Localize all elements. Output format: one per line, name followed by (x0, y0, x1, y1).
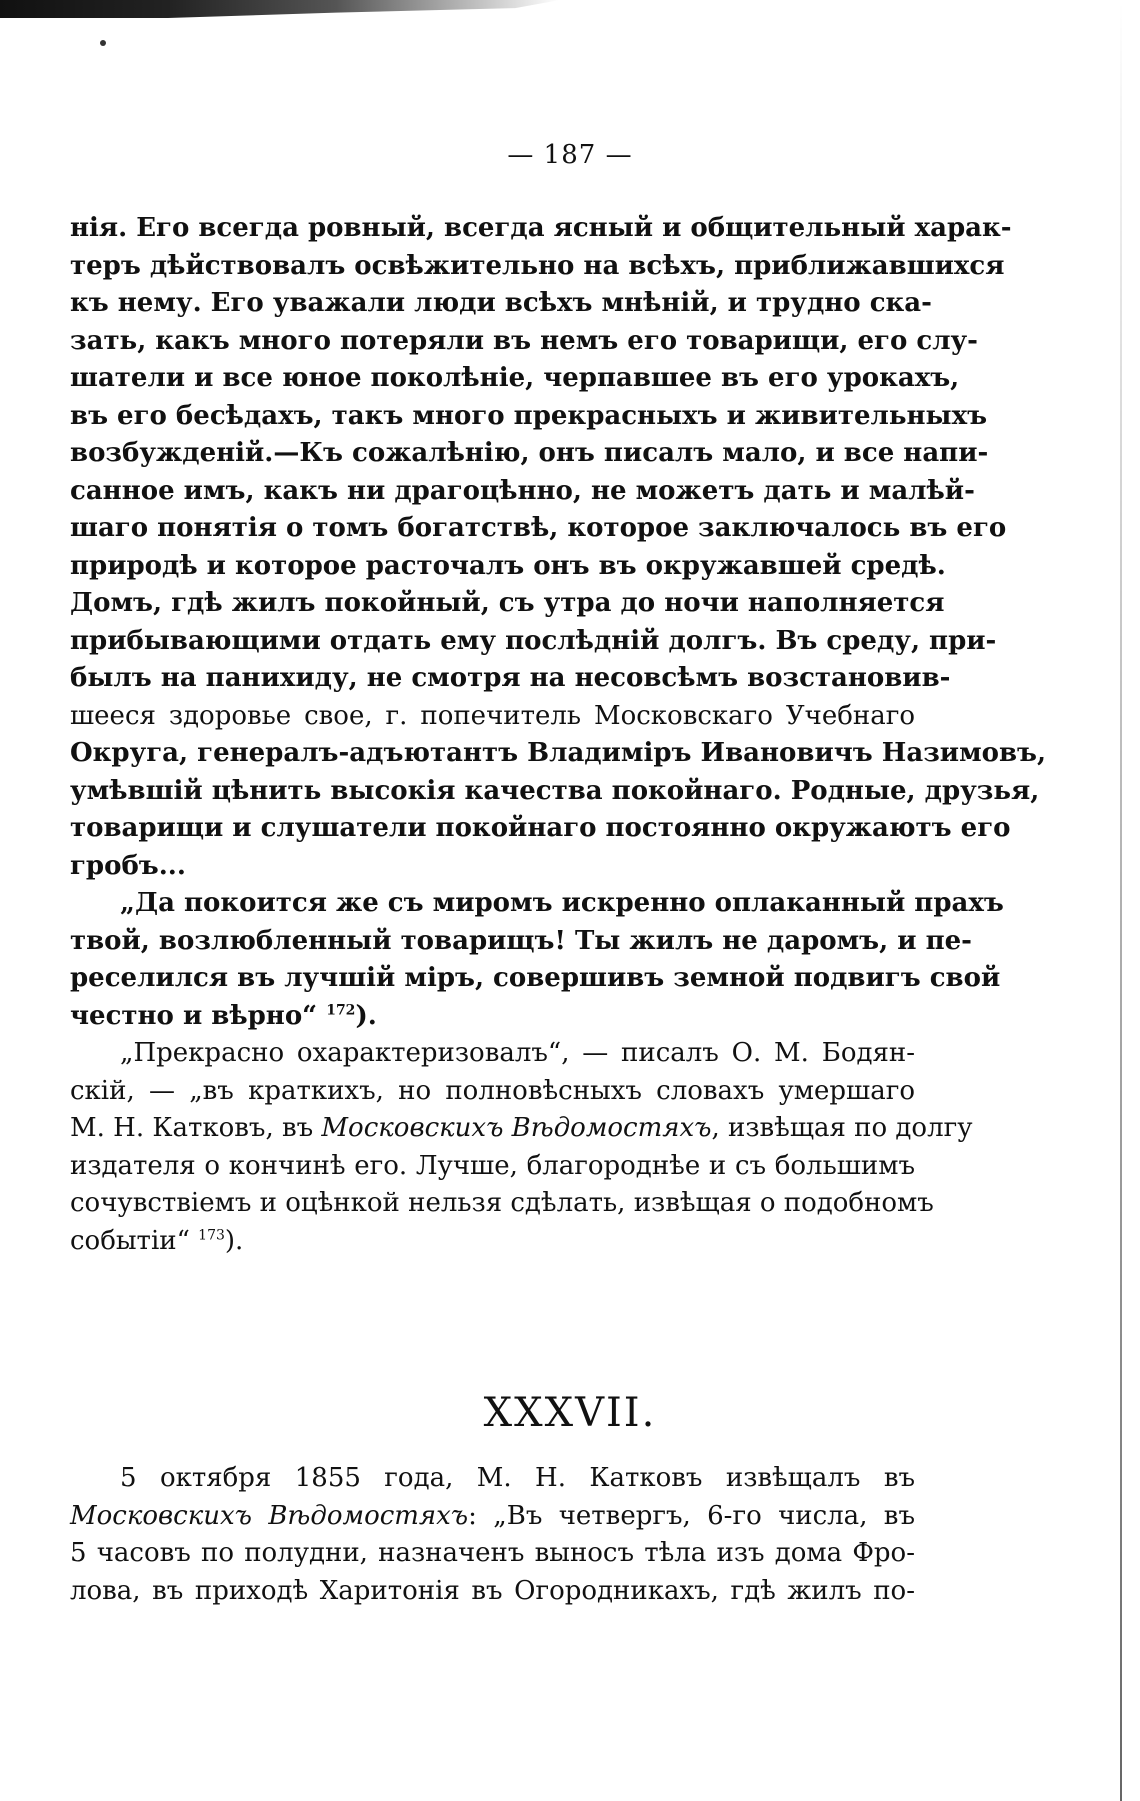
bodyansky-text: событіи“ (70, 1225, 190, 1256)
page-number: — 187 — (507, 140, 633, 170)
footnote-ref-172: 172 (326, 1001, 356, 1018)
bodyansky-close: ). (224, 1225, 244, 1256)
section-line-paper (70, 1498, 915, 1536)
section-heading: XXXVII. (483, 1390, 657, 1436)
text-line: къ нему. Его уважали люди всѣхъ мнѣній, и трудно ска- (70, 288, 932, 318)
quote-line: реселился въ лучшій міръ, совершивъ земной подвигъ свой (70, 963, 1001, 993)
bodyansky-line: издателя о кончинѣ его. Лучше, благороднѣе и съ большимъ (70, 1150, 915, 1181)
bodyansky-line: сочувствіемъ и оцѣнкой нельзя сдѣлать, извѣщая о подобномъ (70, 1188, 934, 1218)
section-tail: : „Въ четвергъ, 6-го числа, въ (468, 1500, 915, 1531)
text-line: былъ на панихиду, не смотря на несовсѣмъ возстановив- (70, 663, 951, 693)
bodyansky-line-end (70, 1223, 915, 1261)
bodyansky-line-paper (70, 1110, 973, 1148)
section-line: лова, въ приходѣ Харитонія въ Огородникахъ, гдѣ жилъ по- (70, 1575, 915, 1606)
text-line: теръ дѣйствовалъ освѣжительно на всѣхъ, приближавшихся (70, 250, 1005, 281)
quote-line: твой, возлюбленный товарищъ! Ты жилъ не даромъ, и пе- (70, 925, 972, 956)
bodyansky-line: скій, — „въ краткихъ, но полновѣсныхъ словахъ умершаго (70, 1075, 915, 1106)
quote-text: честно и вѣрно“ (70, 1000, 318, 1031)
main-text (70, 210, 1047, 1260)
bodyansky-tail: , извѣщая по долгу (711, 1113, 973, 1143)
newspaper-title: Московскихъ Вѣдомостяхъ (321, 1113, 712, 1143)
text-line: шатели и все юное поколѣніе, черпавшее въ его урокахъ, (70, 363, 960, 393)
text-line: природѣ и которое расточалъ онъ въ окружавшей средѣ. (70, 550, 946, 581)
text-line: гробъ... (70, 850, 186, 881)
scan-speck (100, 40, 106, 46)
quote-close: ). (355, 1000, 377, 1031)
text-line: умѣвшій цѣнить высокія качества покойнаго. Родные, друзья, (70, 775, 1040, 806)
text-line: нія. Его всегда ровный, всегда ясный и общительный харак- (70, 213, 1012, 243)
newspaper-title: Московскихъ Вѣдомостяхъ (70, 1500, 469, 1531)
section-line: 5 часовъ по полудни, назначенъ выносъ тѣла изъ дома Фро- (70, 1538, 915, 1568)
text-line: въ его бесѣдахъ, такъ много прекрасныхъ и живительныхъ (70, 400, 988, 431)
text-line: шаго понятія о томъ богатствѣ, которое заключалось въ его (70, 513, 1007, 543)
scan-artifact-right-edge (1120, 0, 1122, 1801)
text-line: шееся здоровье свое, г. попечитель Московскаго Учебнаго (70, 700, 915, 731)
text-line: Домъ, гдѣ жилъ покойный, съ утра до ночи наполняется (70, 588, 945, 618)
text-line: санное имъ, какъ ни драгоцѣнно, не можетъ дать и малѣй- (70, 475, 975, 506)
text-line: зать, какъ много потеряли въ немъ его товарищи, его слу- (70, 325, 978, 356)
text-line: Округа, генералъ-адъютантъ Владиміръ Ивановичъ Назимовъ, (70, 738, 1047, 768)
section-line: 5 октября 1855 года, М. Н. Катковъ извѣщалъ въ (120, 1463, 915, 1493)
footnote-ref-173: 173 (198, 1226, 225, 1243)
bodyansky-text: М. Н. Катковъ, въ (70, 1113, 314, 1143)
text-line: прибывающими отдать ему послѣдній долгъ. Въ среду, при- (70, 625, 997, 656)
quote-line-end (70, 998, 915, 1036)
text-line: возбужденій.—Къ сожалѣнію, онъ писалъ мало, и все напи- (70, 438, 989, 468)
quote-line: „Да покоится же съ миромъ искренно оплаканный прахъ (120, 888, 1004, 918)
section-text (70, 1460, 915, 1610)
text-line: товарищи и слушатели покойнаго постоянно окружаютъ его (70, 813, 1011, 843)
bodyansky-line: „Прекрасно охарактеризовалъ“, — писалъ О. М. Бодян- (120, 1038, 915, 1068)
scan-artifact-top (0, 0, 560, 18)
